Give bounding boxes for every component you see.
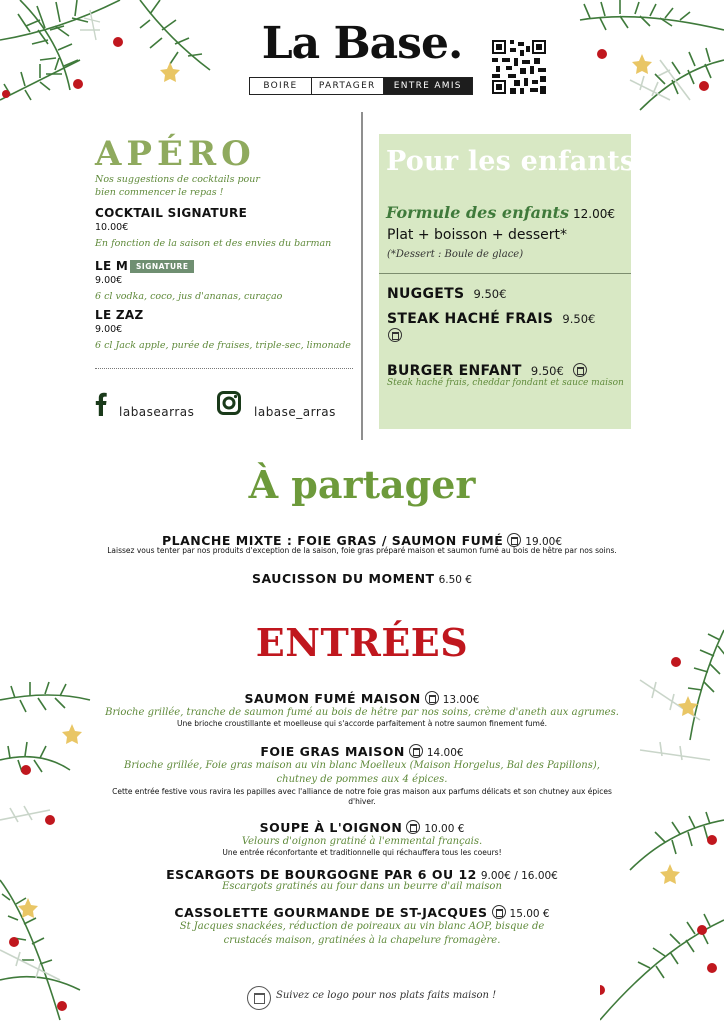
kids-nuggets (387, 283, 506, 302)
tagline-boire: BOIRE (250, 78, 312, 94)
foie-gras-desc-it-1: Brioche grillée, Foie gras maison au vin blanc Moelleux (Maison Horgelus, Bal des Papillons), (124, 760, 600, 771)
le-m-desc: 6 cl vodka, coco, jus d'ananas, curaçao (95, 291, 283, 302)
soupe-oignon-name: SOUPE À L'OIGNON (259, 820, 403, 835)
escargots-desc-it: Escargots gratinés au four dans un beurre d'ail maison (222, 881, 502, 892)
kids-separator (379, 273, 631, 274)
soupe-oignon-desc-it: Velours d'oignon gratiné à l'emmental français. (241, 836, 483, 847)
instagram-handle[interactable]: labase_arras (254, 405, 336, 419)
kids-steak-price: 9.50€ (562, 312, 596, 326)
escargots-name: ESCARGOTS DE BOURGOGNE PAR 6 OU 12 (166, 867, 477, 882)
facebook-handle[interactable]: labasearras (119, 405, 195, 419)
homemade-icon (573, 363, 587, 377)
kids-nuggets-price: 9.50€ (473, 287, 507, 301)
saumon-fume (0, 688, 724, 707)
saumon-fume-desc-it: Brioche grillée, tranche de saumon fumé au bois de hêtre par nos soins, crème d'aneth aux agrumes. (105, 707, 619, 718)
le-m-name: LE M (95, 259, 129, 273)
signature-badge: SIGNATURE (130, 260, 194, 273)
escargots-price: 9.00€ / 16.00€ (480, 870, 558, 882)
kids-burger (387, 360, 587, 379)
cassolette-desc-it-1: St Jacques snackées, réduction de poireaux au vin blanc AOP, bisque de (179, 921, 545, 932)
saumon-fume-desc: Une brioche croustillante et moelleuse qui s'accorde parfaitement à notre saumon finement fumé. (177, 719, 547, 728)
column-divider (361, 112, 363, 440)
tagline-partager: PARTAGER (312, 78, 384, 94)
kids-title: Pour les enfants (386, 146, 636, 177)
kids-steak (387, 308, 595, 327)
foie-gras-desc-it-2: chutney de pommes aux 4 épices. (276, 774, 448, 785)
apero-intro-line2: bien commencer le repas ! (95, 187, 224, 198)
kids-steak-name: STEAK HACHÉ FRAIS (387, 311, 554, 327)
foie-gras-price: 14.00€ (426, 747, 464, 759)
homemade-icon (409, 744, 423, 758)
planche-mixte-desc: Laissez vous tenter par nos produits d'exception de la saison, foie gras préparé maison et saumon fumé au bois de hêtre par nos soins. (107, 546, 617, 555)
qr-code-icon[interactable] (492, 40, 546, 94)
kids-burger-name: BURGER ENFANT (387, 363, 522, 379)
cassolette-desc-it-2: crustacés maison, gratinées à la chapelure fromagère. (223, 935, 501, 946)
saumon-fume-name: SAUMON FUMÉ MAISON (244, 691, 421, 706)
kids-burger-price: 9.50€ (530, 364, 564, 378)
planche-mixte-name: PLANCHE MIXTE : FOIE GRAS / SAUMON FUMÉ (161, 533, 504, 548)
apero-divider (95, 368, 353, 369)
cassolette (0, 902, 724, 921)
cassolette-price: 15.00 € (509, 908, 550, 920)
cocktail-signature-desc: En fonction de la saison et des envies du barman (95, 238, 332, 249)
le-zaz-desc: 6 cl Jack apple, purée de fraises, triple-sec, limonade (95, 340, 351, 351)
pine-branch-decoration-top-left (0, 0, 220, 120)
le-m-price: 9.00€ (95, 275, 123, 286)
pine-branch-decoration-top-right (570, 0, 724, 140)
brand-logo: La Base. (261, 18, 463, 69)
saumon-fume-price: 13.00€ (442, 694, 480, 706)
homemade-logo-icon (247, 986, 271, 1010)
kids-formule-name: Formule des enfants (386, 203, 570, 222)
soupe-oignon-price: 10.00 € (424, 823, 465, 835)
le-zaz-price: 9.00€ (95, 324, 123, 335)
foie-gras-name: FOIE GRAS MAISON (260, 744, 405, 759)
footer-note: Suivez ce logo pour nos plats faits maison ! (276, 990, 497, 1001)
le-zaz-name: LE ZAZ (95, 308, 144, 322)
tagline (249, 77, 473, 95)
partager-title: À partager (248, 462, 476, 507)
homemade-icon (507, 533, 521, 547)
foie-gras-desc-2: d'hiver. (348, 797, 376, 806)
cocktail-signature-name: COCKTAIL SIGNATURE (95, 206, 248, 220)
foie-gras (0, 741, 724, 760)
saucisson-name: SAUCISSON DU MOMENT (252, 571, 435, 586)
foie-gras-desc-1: Cette entrée festive vous ravira les papilles avec l'alliance de notre foie gras maison aux parfums délicats et son chutney aux épices (112, 787, 612, 796)
facebook-icon[interactable] (95, 392, 107, 416)
homemade-icon (388, 328, 402, 342)
saucisson-price: 6.50 € (438, 574, 472, 586)
entrees-title: ENTRÉES (255, 620, 469, 665)
apero-intro-line1: Nos suggestions de cocktails pour (95, 174, 260, 185)
kids-burger-desc: Steak haché frais, cheddar fondant et sauce maison (387, 378, 624, 388)
soupe-oignon-desc: Une entrée réconfortante et traditionnelle qui réchauffera tous les coeurs! (222, 848, 502, 857)
instagram-icon[interactable] (217, 391, 241, 415)
homemade-icon (492, 905, 506, 919)
tagline-entre-amis: ENTRE AMIS (384, 78, 472, 94)
kids-nuggets-name: NUGGETS (387, 286, 465, 302)
homemade-icon (406, 820, 420, 834)
kids-formule-content: Plat + boisson + dessert* (387, 227, 567, 243)
saucisson (0, 568, 724, 587)
homemade-icon (425, 691, 439, 705)
planche-mixte-price: 19.00€ (525, 536, 563, 548)
kids-formule-note: (*Dessert : Boule de glace) (387, 249, 524, 260)
kids-formule-price: 12.00€ (573, 207, 615, 221)
cocktail-signature-price: 10.00€ (95, 222, 129, 233)
cassolette-name: CASSOLETTE GOURMANDE DE ST-JACQUES (174, 905, 488, 920)
soupe-oignon (0, 817, 724, 836)
apero-title: APÉRO (95, 134, 256, 174)
